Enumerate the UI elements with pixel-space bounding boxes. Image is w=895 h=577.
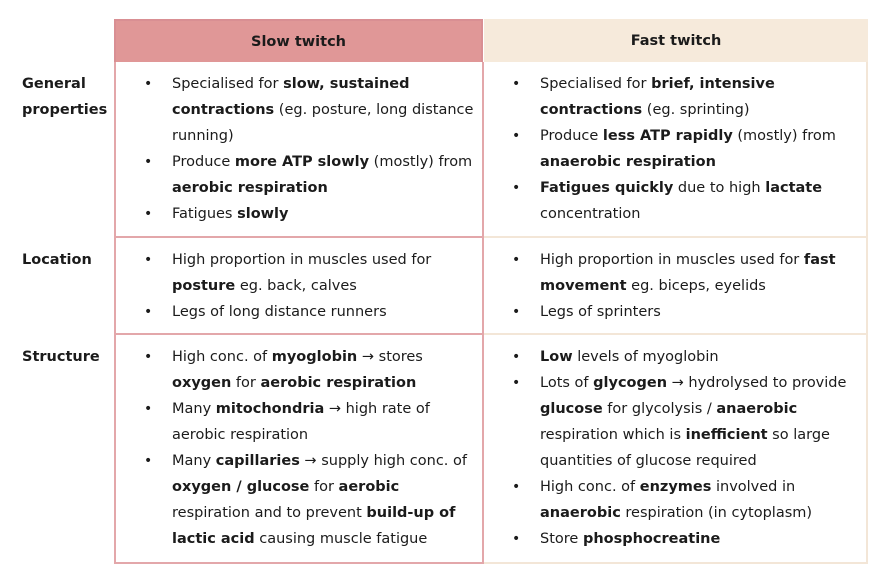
text: Many [172,401,216,417]
row-label-line: General [22,76,86,92]
cell-fast-structure [484,335,868,564]
bold-text: more ATP slowly [234,154,370,170]
cell-fast-general [484,62,868,238]
bullet-item [116,71,482,149]
bold-text: myoglobin [271,349,358,365]
text: → hydrolysed to provide [667,375,847,391]
bullet-list [484,71,866,227]
row-label-line: properties [22,102,108,118]
bold-text: enzymes [639,479,712,495]
bullet-list [484,247,866,325]
bullet-list [484,344,866,552]
text: Produce [540,128,603,144]
bold-text: inefficient [685,427,768,443]
text: → supply high conc. of [299,453,467,469]
bold-text: aerobic respiration [172,180,328,196]
bullet-list [116,247,482,325]
text: (eg. sprinting) [642,102,750,118]
row-label-structure [22,344,100,370]
bullet-item [484,344,866,370]
text: Specialised for [540,76,652,92]
text: for glycolysis / [602,401,717,417]
text: due to high [673,180,766,196]
bullet-item [116,299,482,325]
text: Many [172,453,216,469]
text: (mostly) from [732,128,836,144]
text: eg. biceps, eyelids [626,278,766,294]
text: for [309,479,339,495]
text: respiration and to prevent [172,505,367,521]
bold-text: anaerobic [716,401,798,417]
bullet-list [116,344,482,552]
bullet-item [484,175,866,227]
bullet-item [484,299,866,325]
bold-text: glucose [540,401,603,417]
bold-text: build-up of lactic acid [172,505,456,547]
bullet-item [484,370,866,474]
bullet-item [116,448,482,552]
cell-fast-location [484,238,868,335]
text: eg. back, calves [235,278,357,294]
row-label-line: Location [22,252,92,268]
bold-text: anaerobic respiration [540,154,716,170]
text: High proportion in muscles used for [540,252,804,268]
bold-text: oxygen / glucose [172,479,310,495]
bullet-item [116,396,482,448]
cell-slow-location [114,238,484,335]
bullet-item [116,247,482,299]
bullet-list [116,71,482,227]
text: Produce [172,154,235,170]
text: levels of myoglobin [572,349,719,365]
bullet-item [484,247,866,299]
bullet-item [484,123,866,175]
cell-slow-general [114,62,484,238]
bullet-item [116,344,482,396]
text: respiration which is [540,427,686,443]
cell-slow-structure [114,335,484,564]
bold-text: brief, intensive contractions [540,76,775,118]
bold-text: oxygen [172,375,232,391]
text: Legs of sprinters [540,304,661,320]
text: for [231,375,261,391]
bold-text: fast movement [540,252,836,294]
text: Lots of [540,375,594,391]
text: respiration (in cytoplasm) [620,505,813,521]
text: Specialised for [172,76,284,92]
text: → high rate of aerobic respiration [172,401,430,443]
bold-text: Fatigues quickly [540,180,674,196]
bold-text: anaerobic [540,505,621,521]
text: Fatigues [172,206,238,222]
row-label-general-properties [22,71,107,123]
text: → stores [357,349,423,365]
header-slow-twitch: Slow twitch [114,19,483,62]
text: Store [540,531,583,547]
bold-text: capillaries [215,453,300,469]
bold-text: mitochondria [215,401,325,417]
text: High proportion in muscles used for [172,252,432,268]
bold-text: aerobic [338,479,400,495]
bold-text: aerobic respiration [260,375,417,391]
bold-text: glycogen [593,375,668,391]
bold-text: slowly [237,206,289,222]
bold-text: slow, sustained contractions [172,76,410,118]
bullet-item [116,149,482,201]
bullet-item [484,474,866,526]
bold-text: posture [172,278,236,294]
bold-text: less ATP rapidly [602,128,733,144]
bullet-item [484,526,866,552]
text: (mostly) from [369,154,473,170]
header-fast-twitch: Fast twitch [484,19,868,62]
row-label-line: Structure [22,349,100,365]
bullet-item [116,201,482,227]
text: causing muscle fatigue [254,531,428,547]
text: concentration [540,206,641,222]
text: involved in [711,479,796,495]
text: (eg. posture, long distance running) [172,102,474,144]
bold-text: phosphocreatine [582,531,721,547]
text: High conc. of [172,349,272,365]
bullet-item [484,71,866,123]
text: Legs of long distance runners [172,304,387,320]
row-label-location [22,247,92,273]
bold-text: Low [540,349,573,365]
text: High conc. of [540,479,640,495]
text: so large quantities of glucose required [540,427,830,469]
bold-text: lactate [765,180,823,196]
